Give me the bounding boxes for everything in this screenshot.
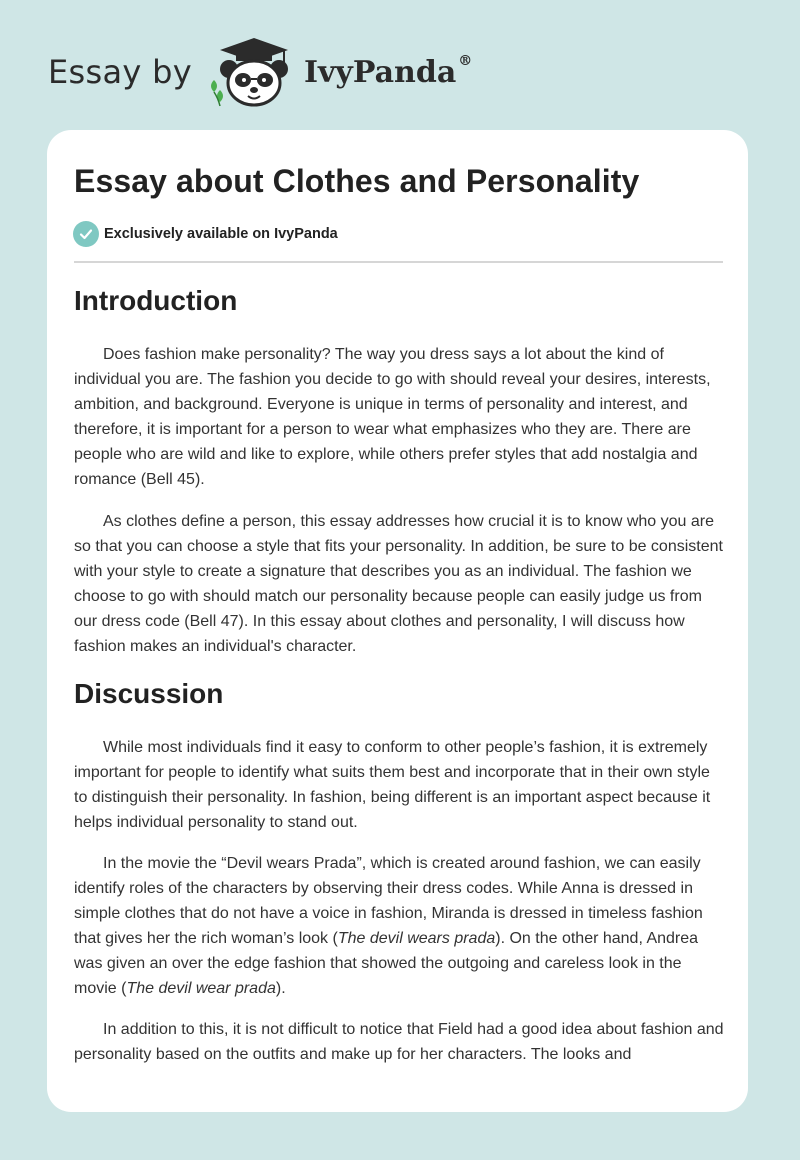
section-heading-discussion: Discussion — [74, 678, 224, 709]
movie-title-citation: The devil wears prada — [337, 930, 496, 947]
paragraph-discussion-2: In the movie the “Devil wears Prada”, which is created around fashion, we can easily identify roles of the characters by observing their dress codes. While Anna is dressed in simple clothes that do not have a voice in fashion, Miranda is dressed in timeless fashion that gives her the rich woman’s look (The devil wears prada). On the other hand, Andrea was given an over the edge fashion that showed the outgoing and careless look in the movie (The devil wear prada). — [74, 855, 703, 997]
ivypanda-logo-icon[interactable] — [206, 36, 298, 108]
paragraph-discussion-1: While most individuals find it easy to conform to other people’s fashion, it is extremely important for people to identify what suits them best and incorporate that in their own style to distinguish their personality. In fashion, being different is an important aspect because it helps individual personality to stand out. — [74, 739, 711, 831]
check-icon — [73, 221, 99, 247]
section-heading-introduction: Introduction — [74, 285, 238, 316]
paragraph-discussion-3: In addition to this, it is not difficult to notice that Field had a good idea about fashion and personality based on the outfits and make up for her characters. The looks and — [74, 1021, 724, 1063]
paragraph-intro-2: As clothes define a person, this essay addresses how crucial it is to know who you are so that you can choose a style that fits your personality. In addition, be sure to be consistent with your style to create a signature that describes you as an individual. The fashion we choose to go with should match our personality because people can easily judge us from our dress code (Bell 47). In this essay about clothes and personality, I will discuss how fashion makes an individual's character. — [74, 513, 723, 655]
title-divider — [74, 261, 723, 263]
exclusive-label: Exclusively available on IvyPanda — [104, 226, 338, 242]
exclusive-badge — [73, 221, 338, 247]
movie-title-citation: The devil wear prada — [126, 980, 276, 997]
paragraph-intro-1: Does fashion make personality? The way you dress says a lot about the kind of individual you are. The fashion you decide to go with should reveal your desires, interests, ambition, and background. Everyone is unique in terms of personality and interest, and therefore, it is important for a person to wear what emphasizes who they are. There are people who are wild and like to explore, while others prefer styles that add nostalgia and romance (Bell 45). — [74, 346, 711, 488]
essay-card — [47, 130, 748, 1112]
brand-name: IvyPanda ® — [303, 52, 473, 90]
site-header — [48, 36, 472, 108]
essay-title: Essay about Clothes and Personality — [74, 163, 640, 199]
registered-mark: ® — [458, 52, 473, 69]
essay-by-label: Essay by — [48, 53, 192, 91]
